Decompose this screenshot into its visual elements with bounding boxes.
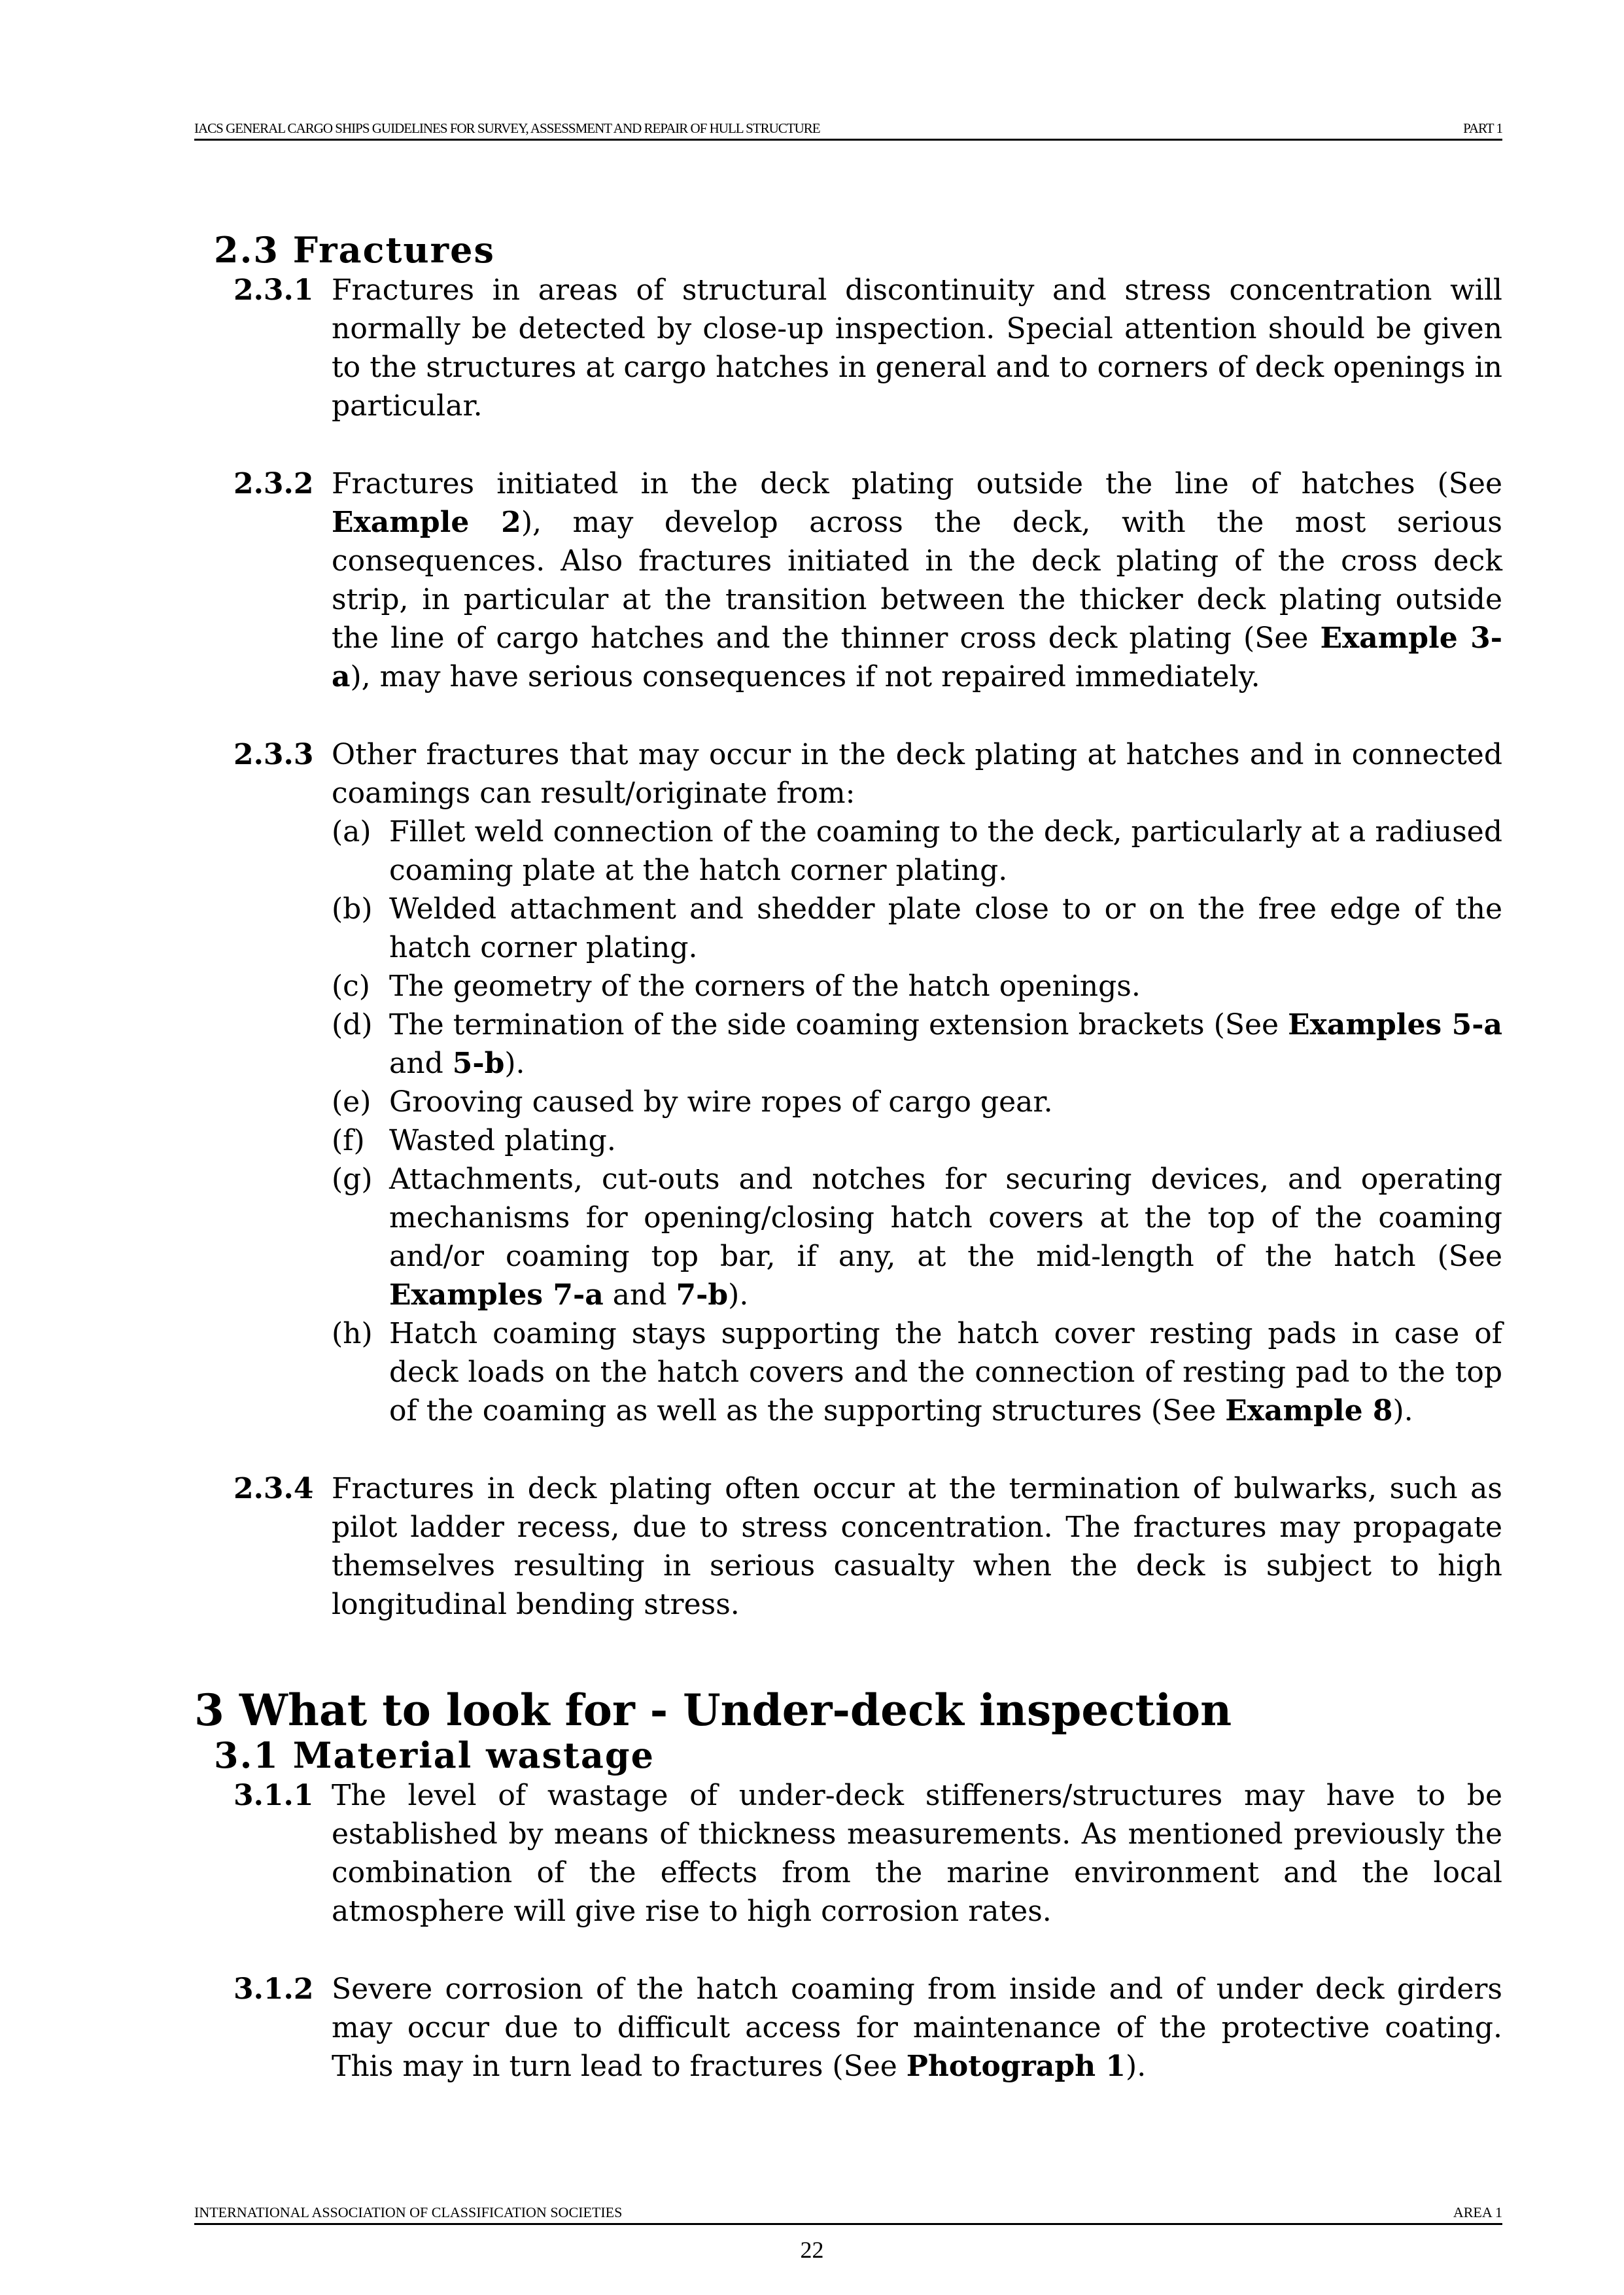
paragraph-text: The level of wastage of under-deck stiffeners/structures may have to be established by means of thickness measurements. As mentioned previously the combination of the effects from the marine environment and the local atmosphere will give rise to high corrosion rates. bbox=[332, 1779, 1502, 1928]
list-text bbox=[389, 1314, 1502, 1430]
paragraph-number: 2.3.1 bbox=[233, 273, 314, 307]
example-reference: 7-b bbox=[676, 1278, 729, 1312]
list-label: (f) bbox=[332, 1124, 365, 1157]
paragraph-text bbox=[332, 735, 1502, 1430]
text-run: Hatch coaming stays supporting the hatch cover resting pads in case of deck loads on the hatch covers and the connection of resting pad to the top of the coaming as well as the supporting structures (See bbox=[389, 1317, 1502, 1428]
example-reference: Example 3-a bbox=[332, 622, 1502, 693]
paragraph-2-3-2 bbox=[194, 464, 1502, 696]
chapter-3-title: 3 What to look for - Under-deck inspection bbox=[194, 1685, 1232, 1736]
list-label: (a) bbox=[332, 815, 371, 849]
text-run: Severe corrosion of the hatch coaming from inside and of under deck girders may occur due to difficult access for maintenance of the protective coating. This may in turn lead to fractures (See bbox=[332, 1972, 1502, 2083]
photograph-reference: Photograph 1 bbox=[906, 2050, 1126, 2083]
section-3-1-title: 3.1 Material wastage bbox=[214, 1734, 655, 1776]
paragraph-3-1-2 bbox=[194, 1970, 1502, 2086]
text-run: ), may have serious consequences if not repaired immediately. bbox=[350, 660, 1260, 693]
text-run: Attachments, cut-outs and notches for securing devices, and operating mechanisms for opening/closing hatch covers at the top of the coaming and/or coaming top bar, if any, at the mid-length of the hatch (See bbox=[389, 1163, 1502, 1273]
paragraph-2-3-1 bbox=[194, 271, 1502, 425]
example-reference: Examples 5-a bbox=[1288, 1008, 1502, 1042]
example-reference: Example 2 bbox=[332, 506, 521, 539]
example-reference: Examples 7-a bbox=[389, 1278, 604, 1312]
section-2-3-title: 2.3 Fractures bbox=[214, 229, 495, 271]
text-run: and bbox=[603, 1278, 676, 1312]
running-header bbox=[194, 119, 1502, 141]
text-run: ), may develop across the deck, with the most serious consequences. Also fractures initiated in the deck plating of the cross deck strip, in particular at the transition between the thicker deck plating outside the line of cargo hatches and the thinner cross deck plating (See bbox=[332, 506, 1502, 655]
list-item bbox=[332, 813, 1502, 890]
list-text: Welded attachment and shedder plate close to or on the free edge of the hatch corner plating. bbox=[389, 892, 1502, 964]
paragraph-number: 2.3.2 bbox=[233, 467, 314, 500]
list-item bbox=[332, 1083, 1502, 1121]
running-footer bbox=[194, 2203, 1502, 2225]
list-text: Fillet weld connection of the coaming to the deck, particularly at a radiused coaming plate at the hatch corner plating. bbox=[389, 815, 1502, 887]
list-label: (e) bbox=[332, 1085, 371, 1119]
list-label: (h) bbox=[332, 1317, 373, 1350]
paragraph-2-3-3 bbox=[194, 735, 1502, 1430]
footer-area: AREA 1 bbox=[1453, 2204, 1502, 2220]
paragraph-3-1-1 bbox=[194, 1776, 1502, 1931]
text-run: The termination of the side coaming extension brackets (See bbox=[389, 1008, 1288, 1042]
paragraph-text bbox=[332, 464, 1502, 696]
text-run: ). bbox=[1126, 2050, 1147, 2083]
text-run: ). bbox=[1392, 1394, 1413, 1428]
paragraph-number: 3.1.2 bbox=[233, 1972, 314, 2006]
example-reference: Example 8 bbox=[1225, 1394, 1393, 1428]
header-part: PART 1 bbox=[1463, 120, 1502, 136]
list-label: (b) bbox=[332, 892, 373, 926]
paragraph-number: 2.3.4 bbox=[233, 1472, 314, 1505]
paragraph-2-3-4 bbox=[194, 1469, 1502, 1624]
list-intro: Other fractures that may occur in the deck plating at hatches and in connected coamings can result/originate from: bbox=[332, 738, 1502, 810]
list-item bbox=[332, 890, 1502, 967]
list-label: (g) bbox=[332, 1163, 373, 1196]
list-item bbox=[332, 967, 1502, 1006]
paragraph-number: 2.3.3 bbox=[233, 738, 314, 771]
list-text: Wasted plating. bbox=[389, 1124, 616, 1157]
text-run: Fractures initiated in the deck plating outside the line of hatches (See bbox=[332, 467, 1502, 500]
list-label: (c) bbox=[332, 970, 370, 1003]
text-run: ). bbox=[728, 1278, 749, 1312]
list-text bbox=[389, 1160, 1502, 1314]
paragraph-text bbox=[332, 1970, 1502, 2086]
cause-list bbox=[332, 813, 1502, 1430]
paragraph-text: Fractures in areas of structural discontinuity and stress concentration will normally be detected by close-up inspection. Special attention should be given to the structures at cargo hatches in general and to corners of deck openings in particular. bbox=[332, 273, 1502, 423]
list-text: The geometry of the corners of the hatch openings. bbox=[389, 970, 1141, 1003]
list-item bbox=[332, 1006, 1502, 1083]
page-number: 22 bbox=[800, 2237, 824, 2263]
text-run: ). bbox=[504, 1047, 525, 1080]
list-text: Grooving caused by wire ropes of cargo gear. bbox=[389, 1085, 1053, 1119]
text-run: and bbox=[389, 1047, 453, 1080]
list-item bbox=[332, 1314, 1502, 1430]
list-item bbox=[332, 1160, 1502, 1314]
header-title: IACS GENERAL CARGO SHIPS GUIDELINES FOR SURVEY, ASSESSMENT AND REPAIR OF HULL STRUCTURE bbox=[194, 120, 820, 136]
list-item bbox=[332, 1121, 1502, 1160]
list-text bbox=[389, 1006, 1502, 1083]
page-content bbox=[194, 229, 1502, 2125]
list-label: (d) bbox=[332, 1008, 373, 1042]
paragraph-number: 3.1.1 bbox=[233, 1779, 314, 1812]
footer-organization: INTERNATIONAL ASSOCIATION OF CLASSIFICATION SOCIETIES bbox=[194, 2204, 623, 2220]
example-reference: 5-b bbox=[452, 1047, 505, 1080]
paragraph-text: Fractures in deck plating often occur at the termination of bulwarks, such as pilot ladder recess, due to stress concentration. The fractures may propagate themselves resulting in serious casualty when the deck is subject to high longitudinal bending stress. bbox=[332, 1472, 1502, 1621]
